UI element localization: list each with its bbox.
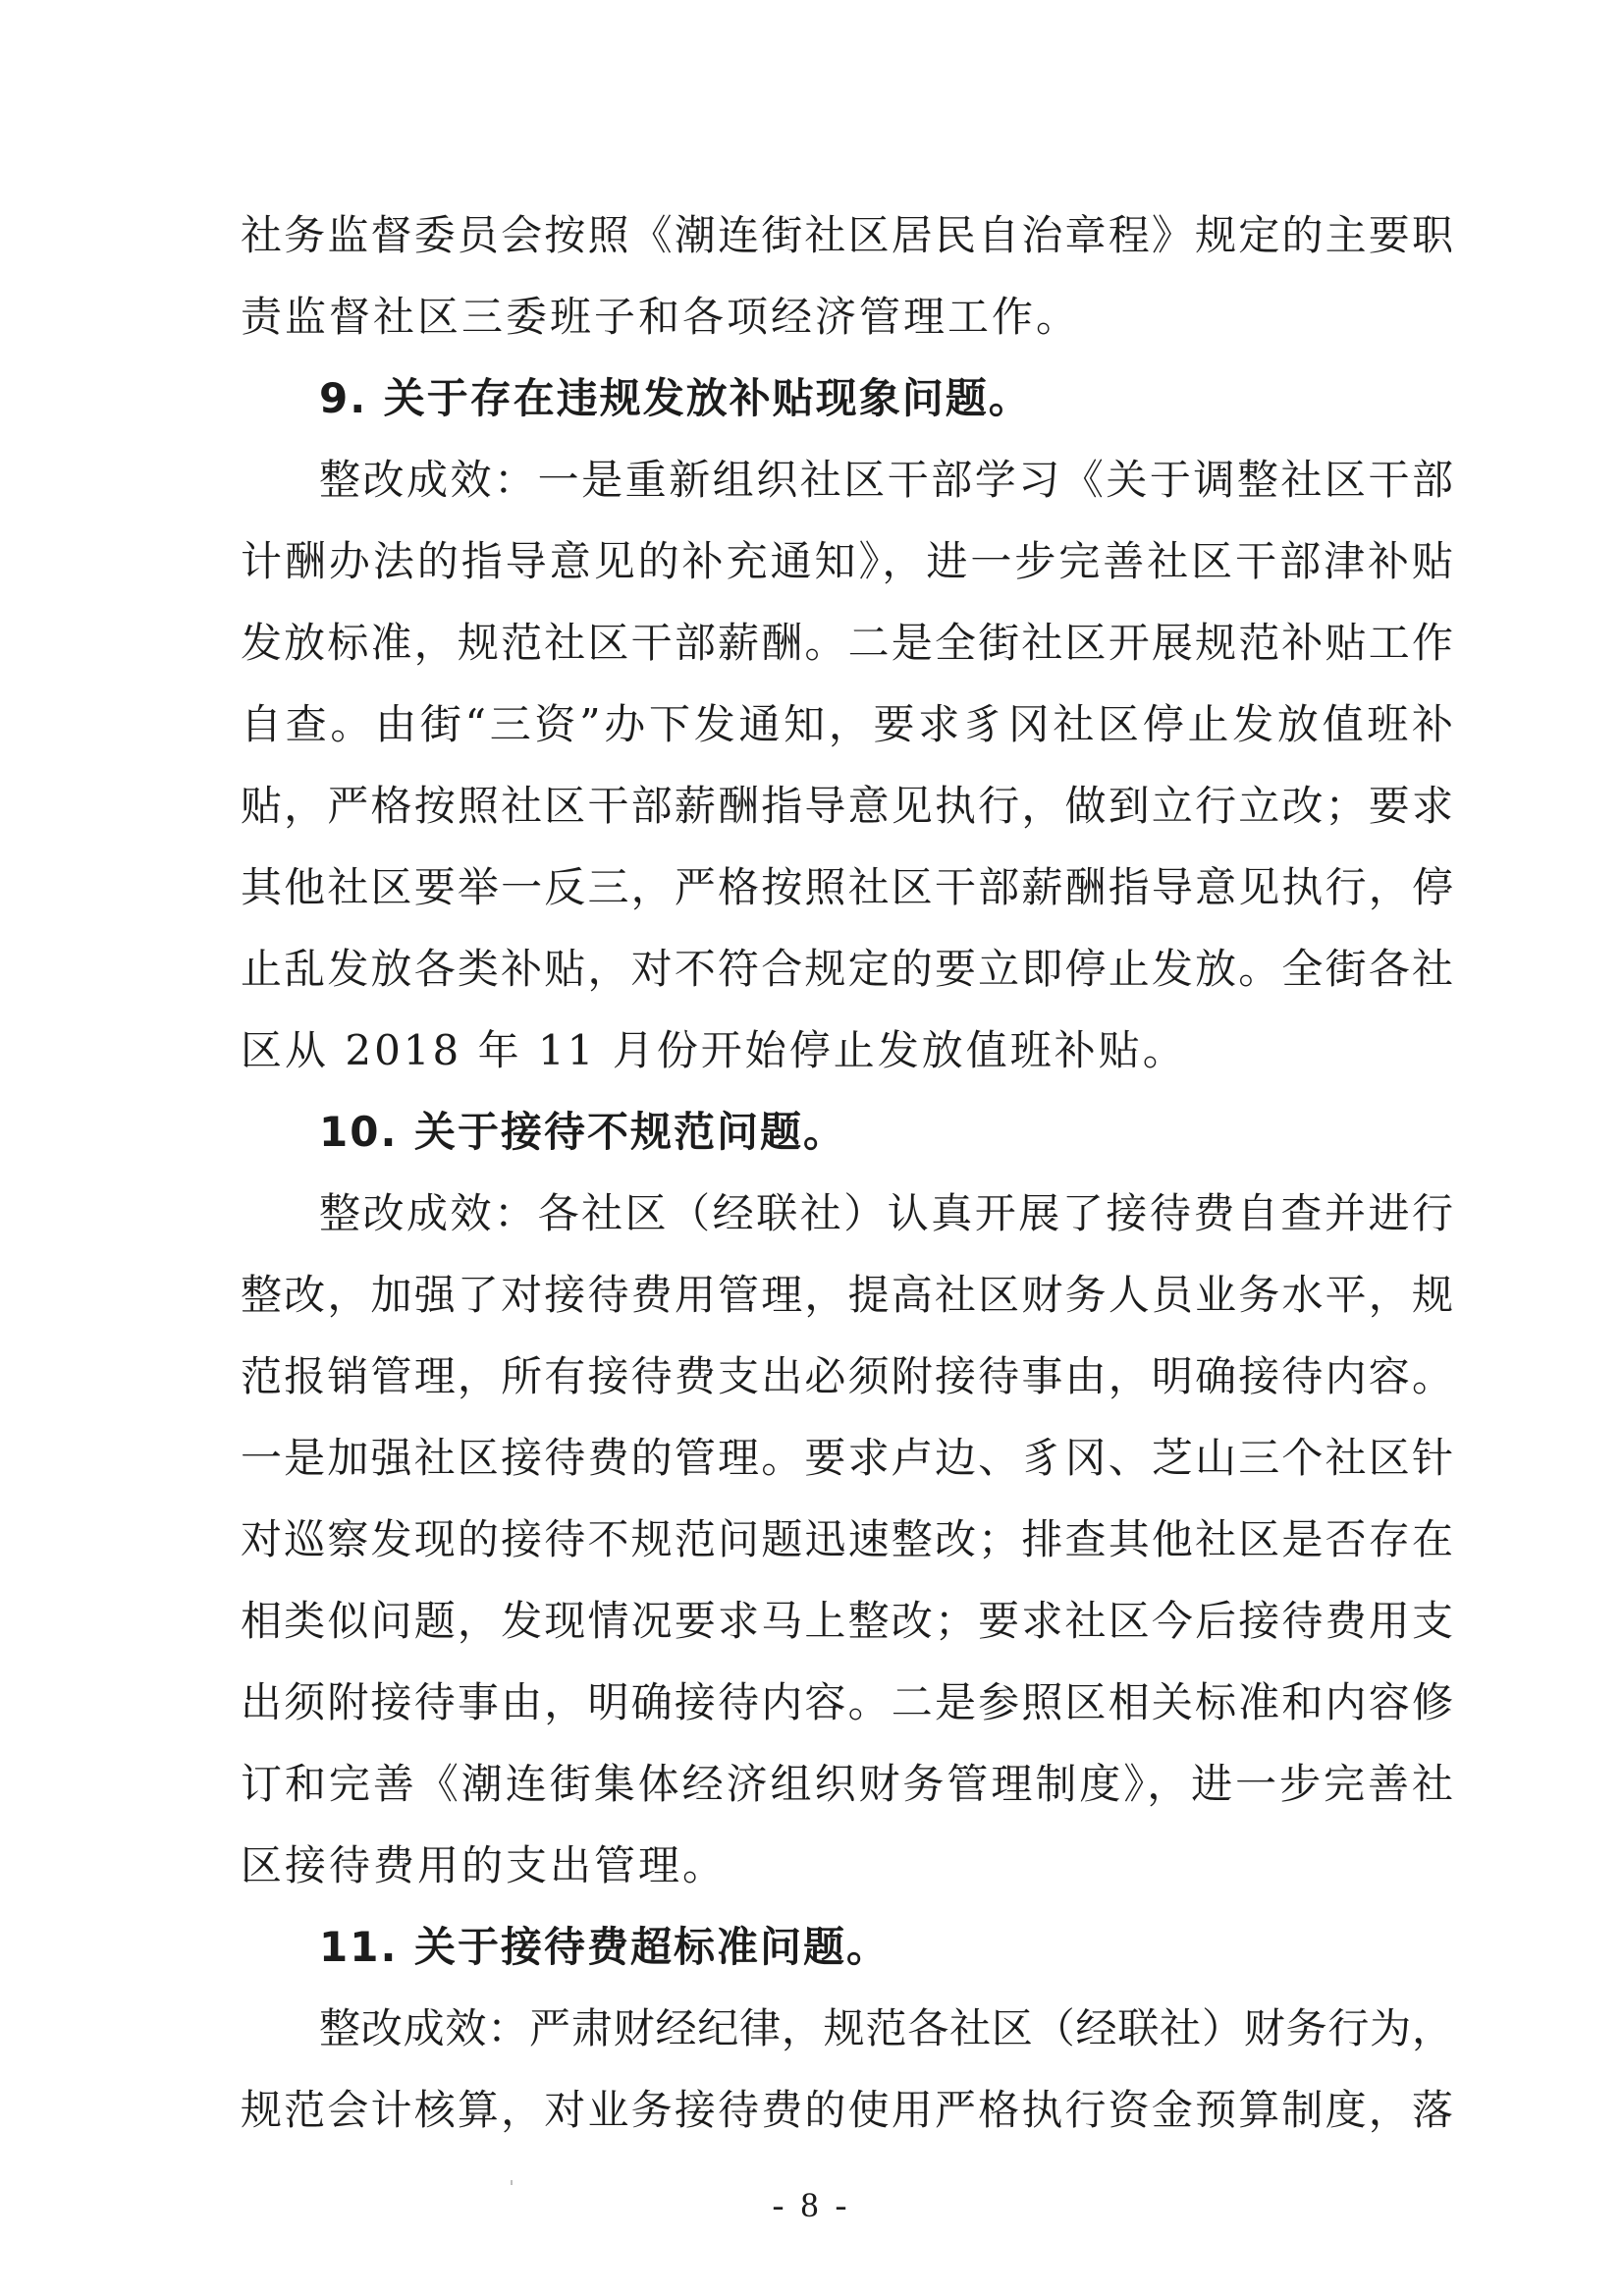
body-text-line: 整改成效：各社区（经联社）认真开展了接待费自查并进行	[319, 1189, 1453, 1237]
body-text-line: 一是加强社区接待费的管理。要求卢边、豸冈、芝山三个社区针	[241, 1434, 1453, 1482]
body-text-line: 区从 2018 年 11 月份开始停止发放值班补贴。	[241, 1026, 1187, 1074]
body-text-line: 自查。由街“三资”办下发通知，要求豸冈社区停止发放值班补	[241, 700, 1453, 748]
body-text-line: 相类似问题，发现情况要求马上整改；要求社区今后接待费用支	[241, 1597, 1453, 1645]
body-text-line: 整改成效：一是重新组织社区干部学习《关于调整社区干部	[319, 456, 1453, 504]
scan-speck	[511, 2180, 513, 2185]
body-text-line: 止乱发放各类补贴，对不符合规定的要立即停止发放。全街各社	[241, 945, 1453, 993]
body-text-line: 对巡察发现的接待不规范问题迅速整改；排查其他社区是否存在	[241, 1515, 1453, 1563]
body-text-line: 出须附接待事由，明确接待内容。二是参照区相关标准和内容修	[241, 1678, 1453, 1726]
body-text-line: 计酬办法的指导意见的补充通知》，进一步完善社区干部津补贴	[241, 537, 1453, 585]
body-text-line: 整改，加强了对接待费用管理，提高社区财务人员业务水平，规	[241, 1271, 1453, 1319]
body-text-line: 其他社区要举一反三，严格按照社区干部薪酬指导意见执行，停	[241, 863, 1453, 911]
body-text-line: 订和完善《潮连街集体经济组织财务管理制度》，进一步完善社	[241, 1760, 1453, 1808]
body-text-line: 责监督社区三委班子和各项经济管理工作。	[241, 293, 1081, 341]
section-heading-9: 9. 关于存在违规发放补贴现象问题。	[319, 374, 1032, 422]
body-text-line: 规范会计核算，对业务接待费的使用严格执行资金预算制度，落	[241, 2086, 1453, 2134]
body-text-line: 发放标准，规范社区干部薪酬。二是全街社区开展规范补贴工作	[241, 619, 1453, 667]
body-text-line: 社务监督委员会按照《潮连街社区居民自治章程》规定的主要职	[241, 211, 1453, 259]
body-text-line: 范报销管理，所有接待费支出必须附接待事由，明确接待内容。	[241, 1352, 1453, 1400]
section-heading-11: 11. 关于接待费超标准问题。	[319, 1923, 891, 1971]
body-text-line: 区接待费用的支出管理。	[241, 1841, 728, 1889]
page-number: - 8 -	[772, 2185, 851, 2224]
body-text-line: 整改成效：严肃财经纪律，规范各社区（经联社）财务行为，	[319, 2004, 1453, 2052]
section-heading-10: 10. 关于接待不规范问题。	[319, 1108, 847, 1156]
body-text-line: 贴，严格按照社区干部薪酬指导意见执行，做到立行立改；要求	[241, 782, 1453, 830]
